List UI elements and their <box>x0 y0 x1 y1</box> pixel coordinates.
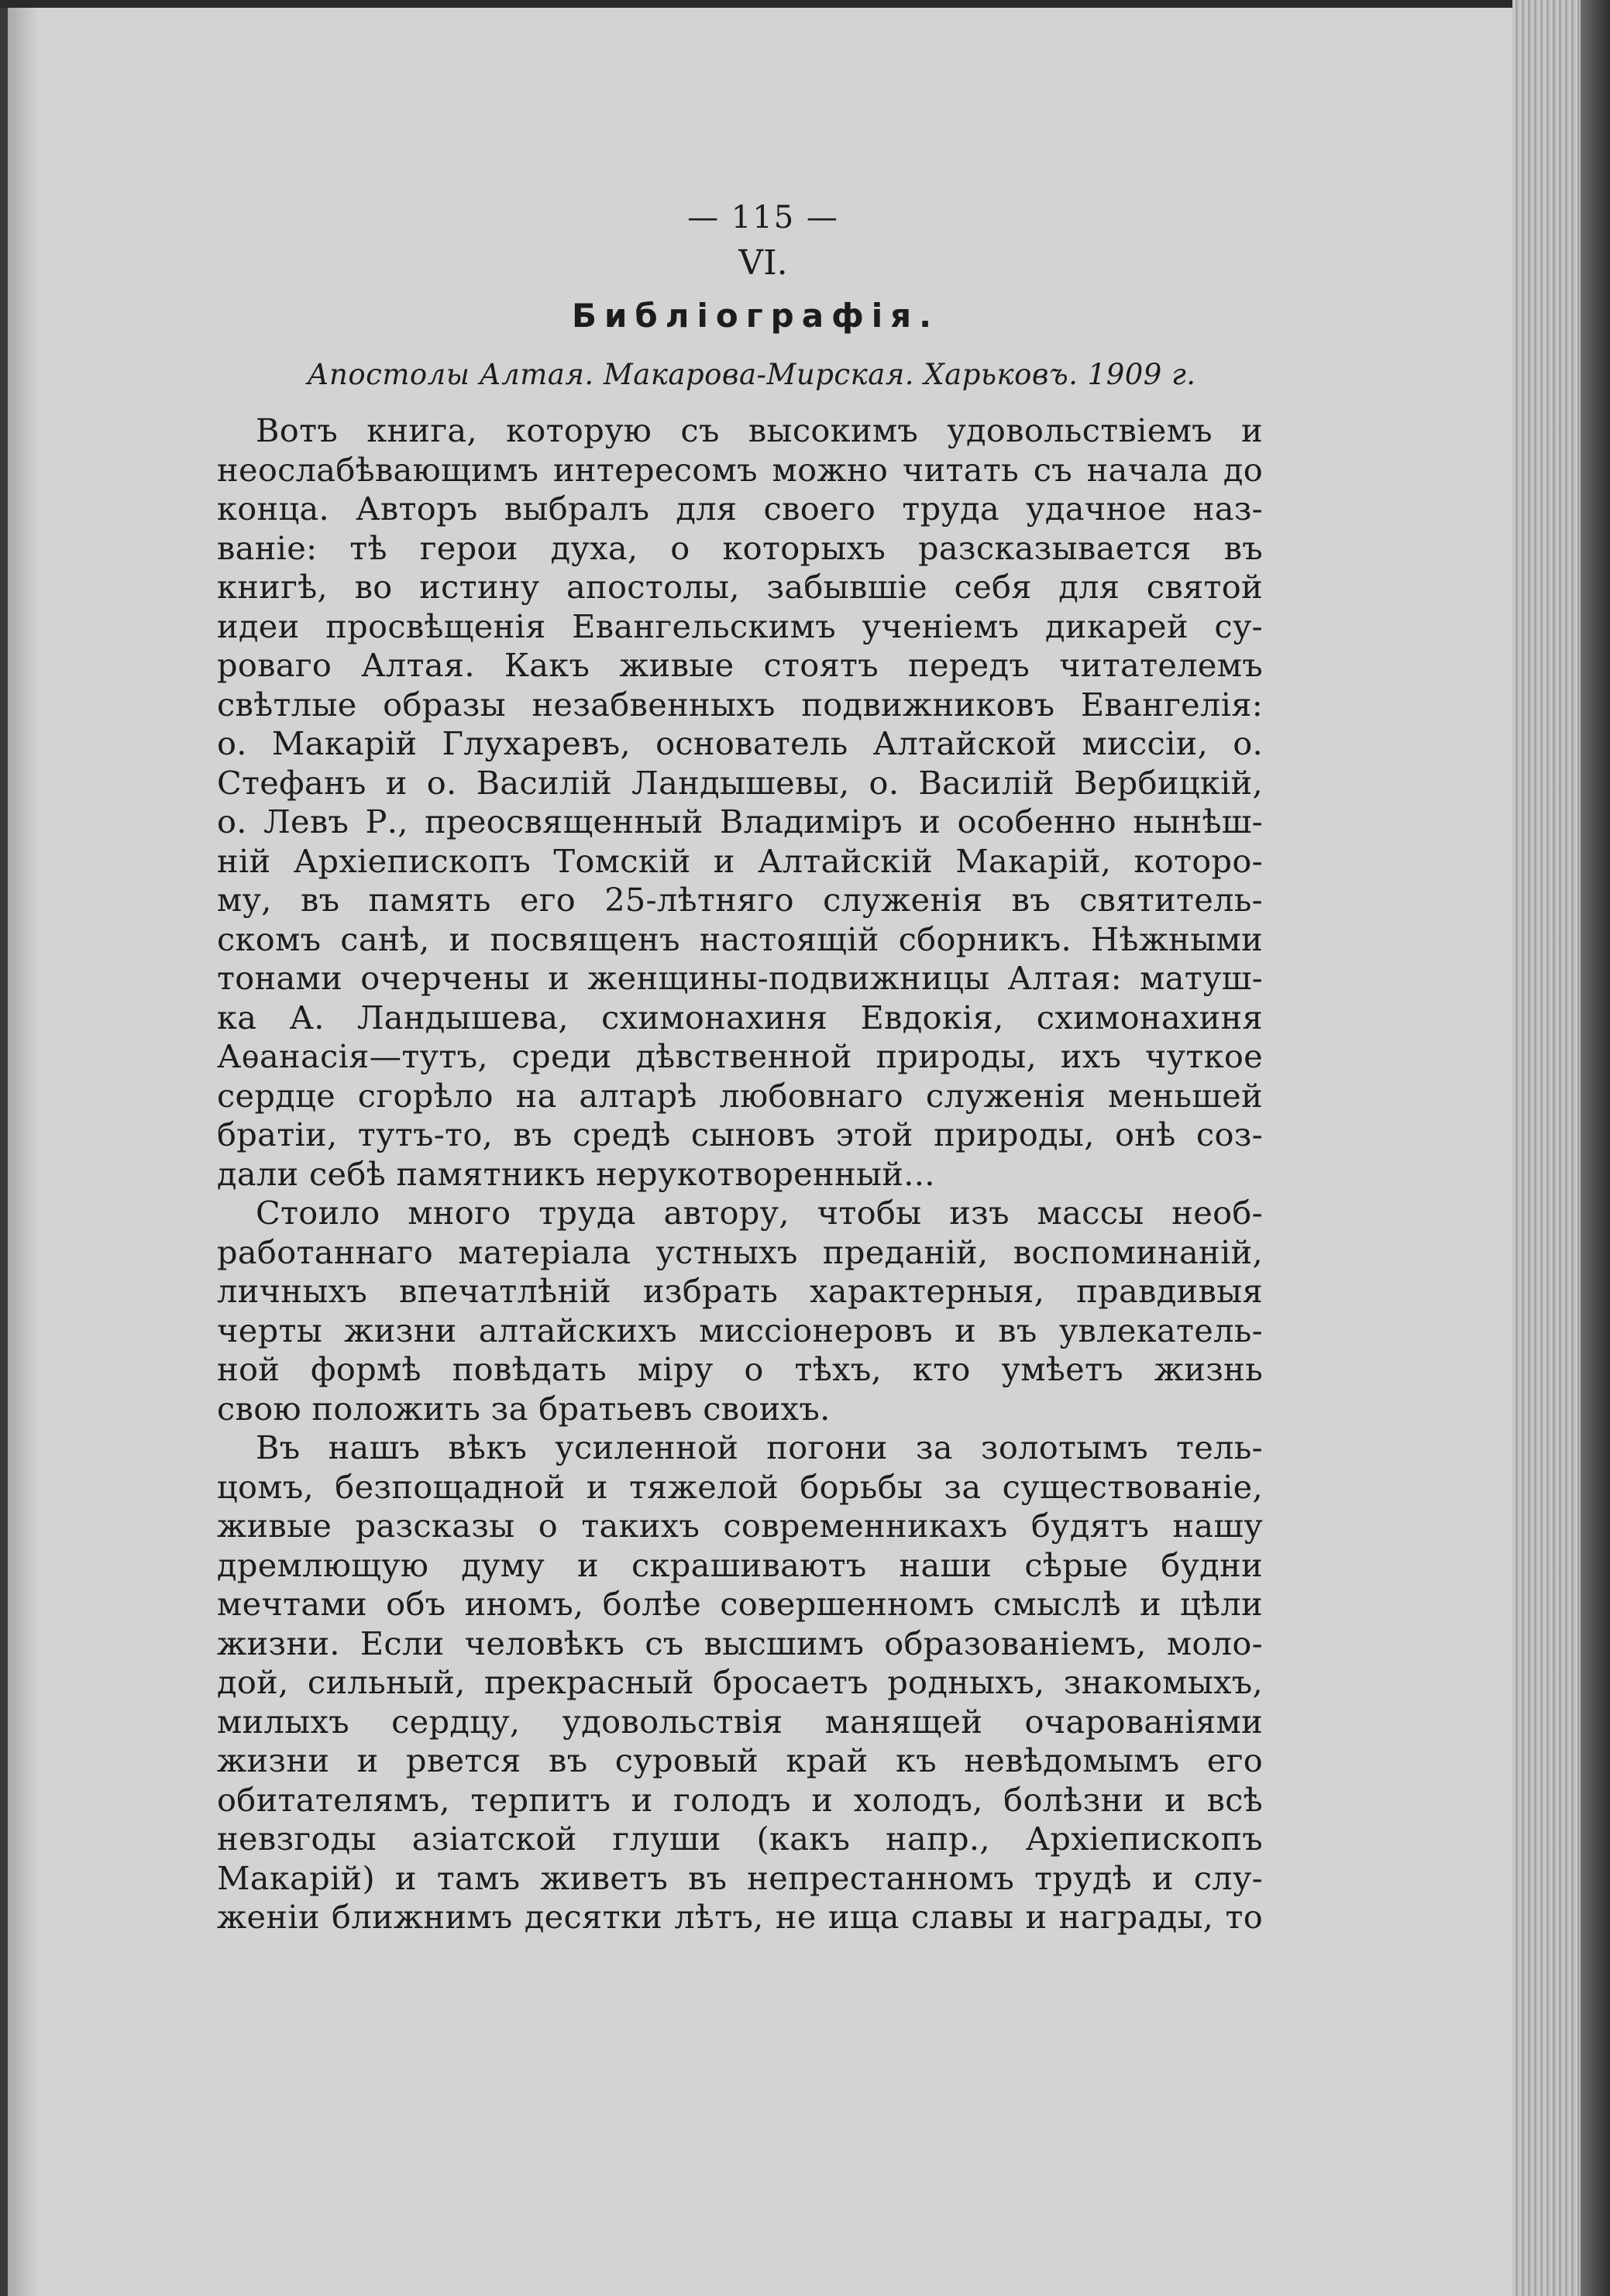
section-title: Библіографія. <box>571 297 940 335</box>
text-line: обитателямъ, терпитъ и голодъ и холодъ, болѣзни и всѣ <box>217 1780 1263 1819</box>
text-line: Стефанъ и о. Василій Ландышевы, о. Василій Вербицкій, <box>217 763 1263 802</box>
section-number: VI. <box>738 243 788 283</box>
text-line: ной формѣ повѣдать міру о тѣхъ, кто умѣетъ жизнь <box>217 1350 1263 1388</box>
page-gutter-shadow <box>8 8 39 2296</box>
body-text <box>217 411 1263 1937</box>
text-line: живые разсказы о такихъ современникахъ будятъ нашу <box>217 1507 1263 1545</box>
text-line: тонами очерчены и женщины-подвижницы Алтая: матуш- <box>217 959 1263 997</box>
text-line: ка А. Ландышева, схимонахиня Евдокія, схимонахиня <box>217 998 1263 1036</box>
text-line: ній Архіепископъ Томскій и Алтайскій Макарій, которо- <box>217 841 1263 880</box>
text-line: сердце сгорѣло на алтарѣ любовнаго служенія меньшей <box>217 1076 1263 1115</box>
text-line: свѣтлые образы незабвенныхъ подвижниковъ Евангелія: <box>217 685 1263 724</box>
text-line: дремлющую думу и скрашиваютъ наши сѣрые будни <box>217 1545 1263 1584</box>
text-line: Стоило много труда автору, чтобы изъ массы необ- <box>256 1194 1263 1232</box>
text-line: Вотъ книга, которую съ высокимъ удовольствіемъ и <box>256 411 1263 449</box>
text-line: конца. Авторъ выбралъ для своего труда удачное наз- <box>217 490 1263 528</box>
text-line: Макарій) и тамъ живетъ въ непрестанномъ трудѣ и слу- <box>217 1858 1263 1897</box>
text-line: му, въ память его 25-лѣтняго служенія въ святитель- <box>217 881 1263 919</box>
text-line: братіи, тутъ-то, въ средѣ сыновъ этой природы, онѣ соз- <box>217 1115 1263 1153</box>
text-line: личныхъ впечатлѣній избрать характерныя, правдивыя <box>217 1272 1263 1310</box>
text-line: работаннаго матеріала устныхъ преданій, воспоминаній, <box>217 1232 1263 1271</box>
scan-border <box>0 0 1610 8</box>
text-line: скомъ санѣ, и посвященъ настоящій сборникъ. Нѣжными <box>217 919 1263 958</box>
text-line: роваго Алтая. Какъ живые стоятъ передъ читателемъ <box>217 646 1263 684</box>
book-edge-shadow <box>1581 0 1610 2296</box>
text-line: милыхъ сердцу, удовольствія манящей очарованіями <box>217 1702 1263 1741</box>
text-line: ваніе: тѣ герои духа, о которыхъ разсказывается въ <box>217 528 1263 567</box>
page-number: — 115 — <box>687 200 839 235</box>
text-line: жизни и рвется въ суровый край къ невѣдомымъ его <box>217 1741 1263 1779</box>
text-line: цомъ, безпощадной и тяжелой борьбы за существованіе, <box>217 1467 1263 1506</box>
text-line: дали себѣ памятникъ нерукотворенный... <box>217 1154 935 1193</box>
text-line: книгѣ, во истину апостолы, забывшіе себя для святой <box>217 568 1263 606</box>
text-line: невзгоды азіатской глуши (какъ напр., Архіепископъ <box>217 1820 1263 1858</box>
text-line: Аѳанасія—тутъ, среди дѣвственной природы, ихъ чуткое <box>217 1037 1263 1075</box>
text-line: идеи просвѣщенія Евангельскимъ ученіемъ дикарей су- <box>217 607 1263 645</box>
text-line: дой, сильный, прекрасный бросаетъ родныхъ, знакомыхъ, <box>217 1663 1263 1701</box>
text-line: свою положить за братьевъ своихъ. <box>217 1389 831 1428</box>
page-content <box>217 200 1263 1937</box>
text-line: женіи ближнимъ десятки лѣтъ, не ища славы и награды, то <box>217 1898 1263 1936</box>
text-line: о. Левъ Р., преосвященный Владиміръ и особенно нынѣш- <box>217 803 1263 840</box>
text-line: черты жизни алтайскихъ миссіонеровъ и въ увлекатель- <box>217 1311 1263 1349</box>
text-line: о. Макарій Глухаревъ, основатель Алтайской миссіи, о. <box>217 724 1263 762</box>
text-line: жизни. Если человѣкъ съ высшимъ образованіемъ, моло- <box>217 1624 1263 1662</box>
text-line: неослабѣвающимъ интересомъ можно читать съ начала до <box>217 450 1263 489</box>
book-citation: Апостолы Алтая. Макарова-Мирская. Харьковъ. 1909 г. <box>307 358 1196 391</box>
text-line: мечтами объ иномъ, болѣе совершенномъ смыслѣ и цѣли <box>217 1585 1263 1623</box>
text-line: Въ нашъ вѣкъ усиленной погони за золотымъ тель- <box>256 1428 1263 1466</box>
